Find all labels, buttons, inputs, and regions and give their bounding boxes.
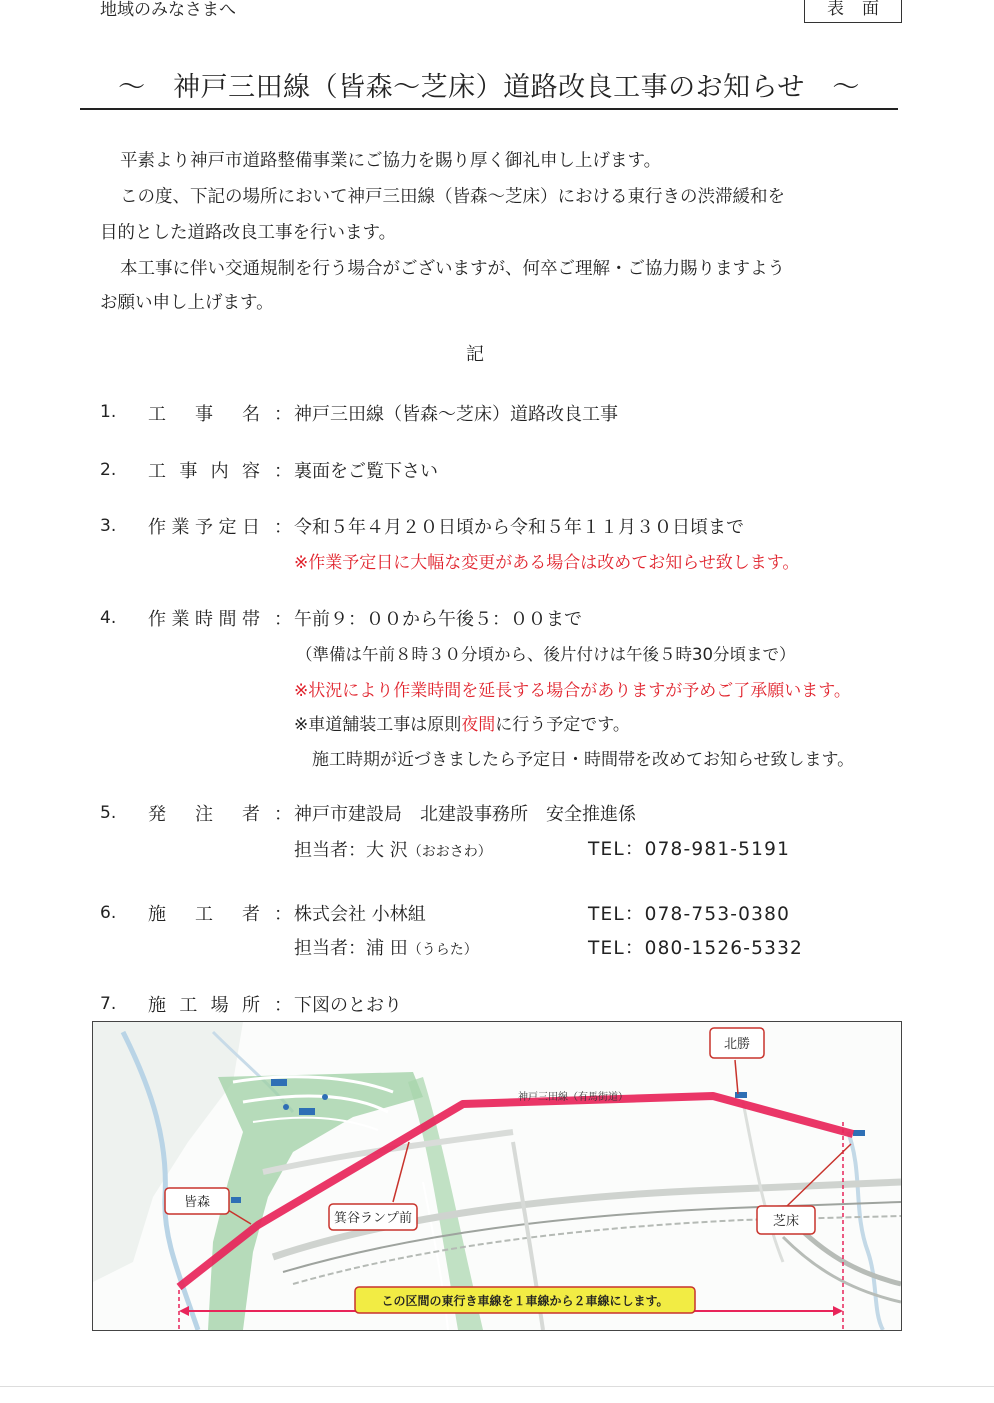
page-title: ～ 神戸三田線（皆森～芝床）道路改良工事のお知らせ ～	[80, 70, 898, 110]
item-4-number: 4.	[100, 608, 117, 628]
item-1-value: 神戸三田線（皆森～芝床）道路改良工事	[294, 404, 618, 425]
item-4-value: 午前９：００から午後５：００まで	[294, 609, 582, 630]
item-6-tel2: TEL：080-1526-5332	[588, 938, 804, 959]
map-label-minamori: 皆森	[183, 1195, 211, 1210]
item-5-tel: TEL：078-981-5191	[588, 839, 791, 860]
item-7-label: 施 工 場 所	[148, 995, 260, 1016]
item-5-number: 5.	[100, 803, 117, 823]
map-label-minotani: 箕谷ランプ前	[333, 1211, 413, 1226]
audience-label: 地域のみなさまへ	[100, 0, 236, 20]
intro-line-1: 平素より神戸市道路整備事業にご協力を賜り厚く御礼申し上げます。	[120, 151, 662, 171]
item-3-note: ※作業予定日に大幅な変更がある場合は改めてお知らせ致します。	[294, 553, 800, 573]
item-6-contact: 担当者：浦 田（うらた）	[294, 938, 478, 959]
item-3-value: 令和５年４月２０日頃から令和５年１１月３０日頃まで	[294, 517, 744, 538]
map-label-shibatoko: 芝床	[772, 1214, 800, 1229]
item-2-number: 2.	[100, 460, 117, 480]
location-map	[92, 1021, 902, 1331]
item-4-sub: （準備は午前８時３０分頃から、後片付けは午後５時30分頃まで）	[296, 645, 796, 664]
item-6-value: 株式会社 小林組	[294, 904, 426, 925]
ki-heading: 記	[466, 344, 484, 365]
item-6-label: 施 工 者	[148, 904, 260, 925]
item-6-number: 6.	[100, 903, 117, 923]
map-label-section: この区間の東行き車線を１車線から２車線にします。	[381, 1294, 669, 1308]
item-3-number: 3.	[100, 516, 117, 536]
intro-line-5: お願い申し上げます。	[100, 293, 274, 313]
item-3-label: 作 業 予 定 日	[148, 517, 260, 538]
item-1-number: 1.	[100, 402, 117, 422]
item-2-value: 裏面をご覧下さい	[294, 461, 438, 482]
item-5-contact: 担当者：大 沢（おおさわ）	[294, 840, 492, 861]
item-1-label: 工 事 名	[148, 404, 260, 425]
item-5-value: 神戸市建設局 北建設事務所 安全推進係	[294, 804, 636, 825]
page-bottom-divider	[0, 1386, 994, 1387]
item-7-value: 下図のとおり	[294, 995, 402, 1016]
map-label-kitakatsu: 北勝	[723, 1037, 751, 1052]
item-4-label: 作 業 時 間 帯	[148, 609, 260, 630]
item-6-tel: TEL：078-753-0380	[588, 904, 791, 925]
item-4-note: ※状況により作業時間を延長する場合がありますが予めご了承願います。	[294, 681, 851, 701]
item-4-later: 施工時期が近づきましたら予定日・時間帯を改めてお知らせ致します。	[312, 750, 855, 770]
side-indicator: 表面	[804, 0, 902, 23]
item-4-night: ※車道舗装工事は原則夜間に行う予定です。	[294, 715, 630, 735]
intro-line-3: 目的とした道路改良工事を行います。	[100, 223, 397, 243]
map-label-route: 神戸三田線（有馬街道）	[518, 1092, 628, 1103]
item-5-label: 発 注 者	[148, 804, 260, 825]
intro-line-4: 本工事に伴い交通規制を行う場合がございますが、何卒ご理解・ご協力賜りますよう	[120, 259, 785, 279]
item-7-number: 7.	[100, 994, 117, 1014]
item-2-label: 工 事 内 容	[148, 461, 260, 482]
intro-line-2: この度、下記の場所において神戸三田線（皆森～芝床）における東行きの渋滞緩和を	[120, 187, 785, 207]
